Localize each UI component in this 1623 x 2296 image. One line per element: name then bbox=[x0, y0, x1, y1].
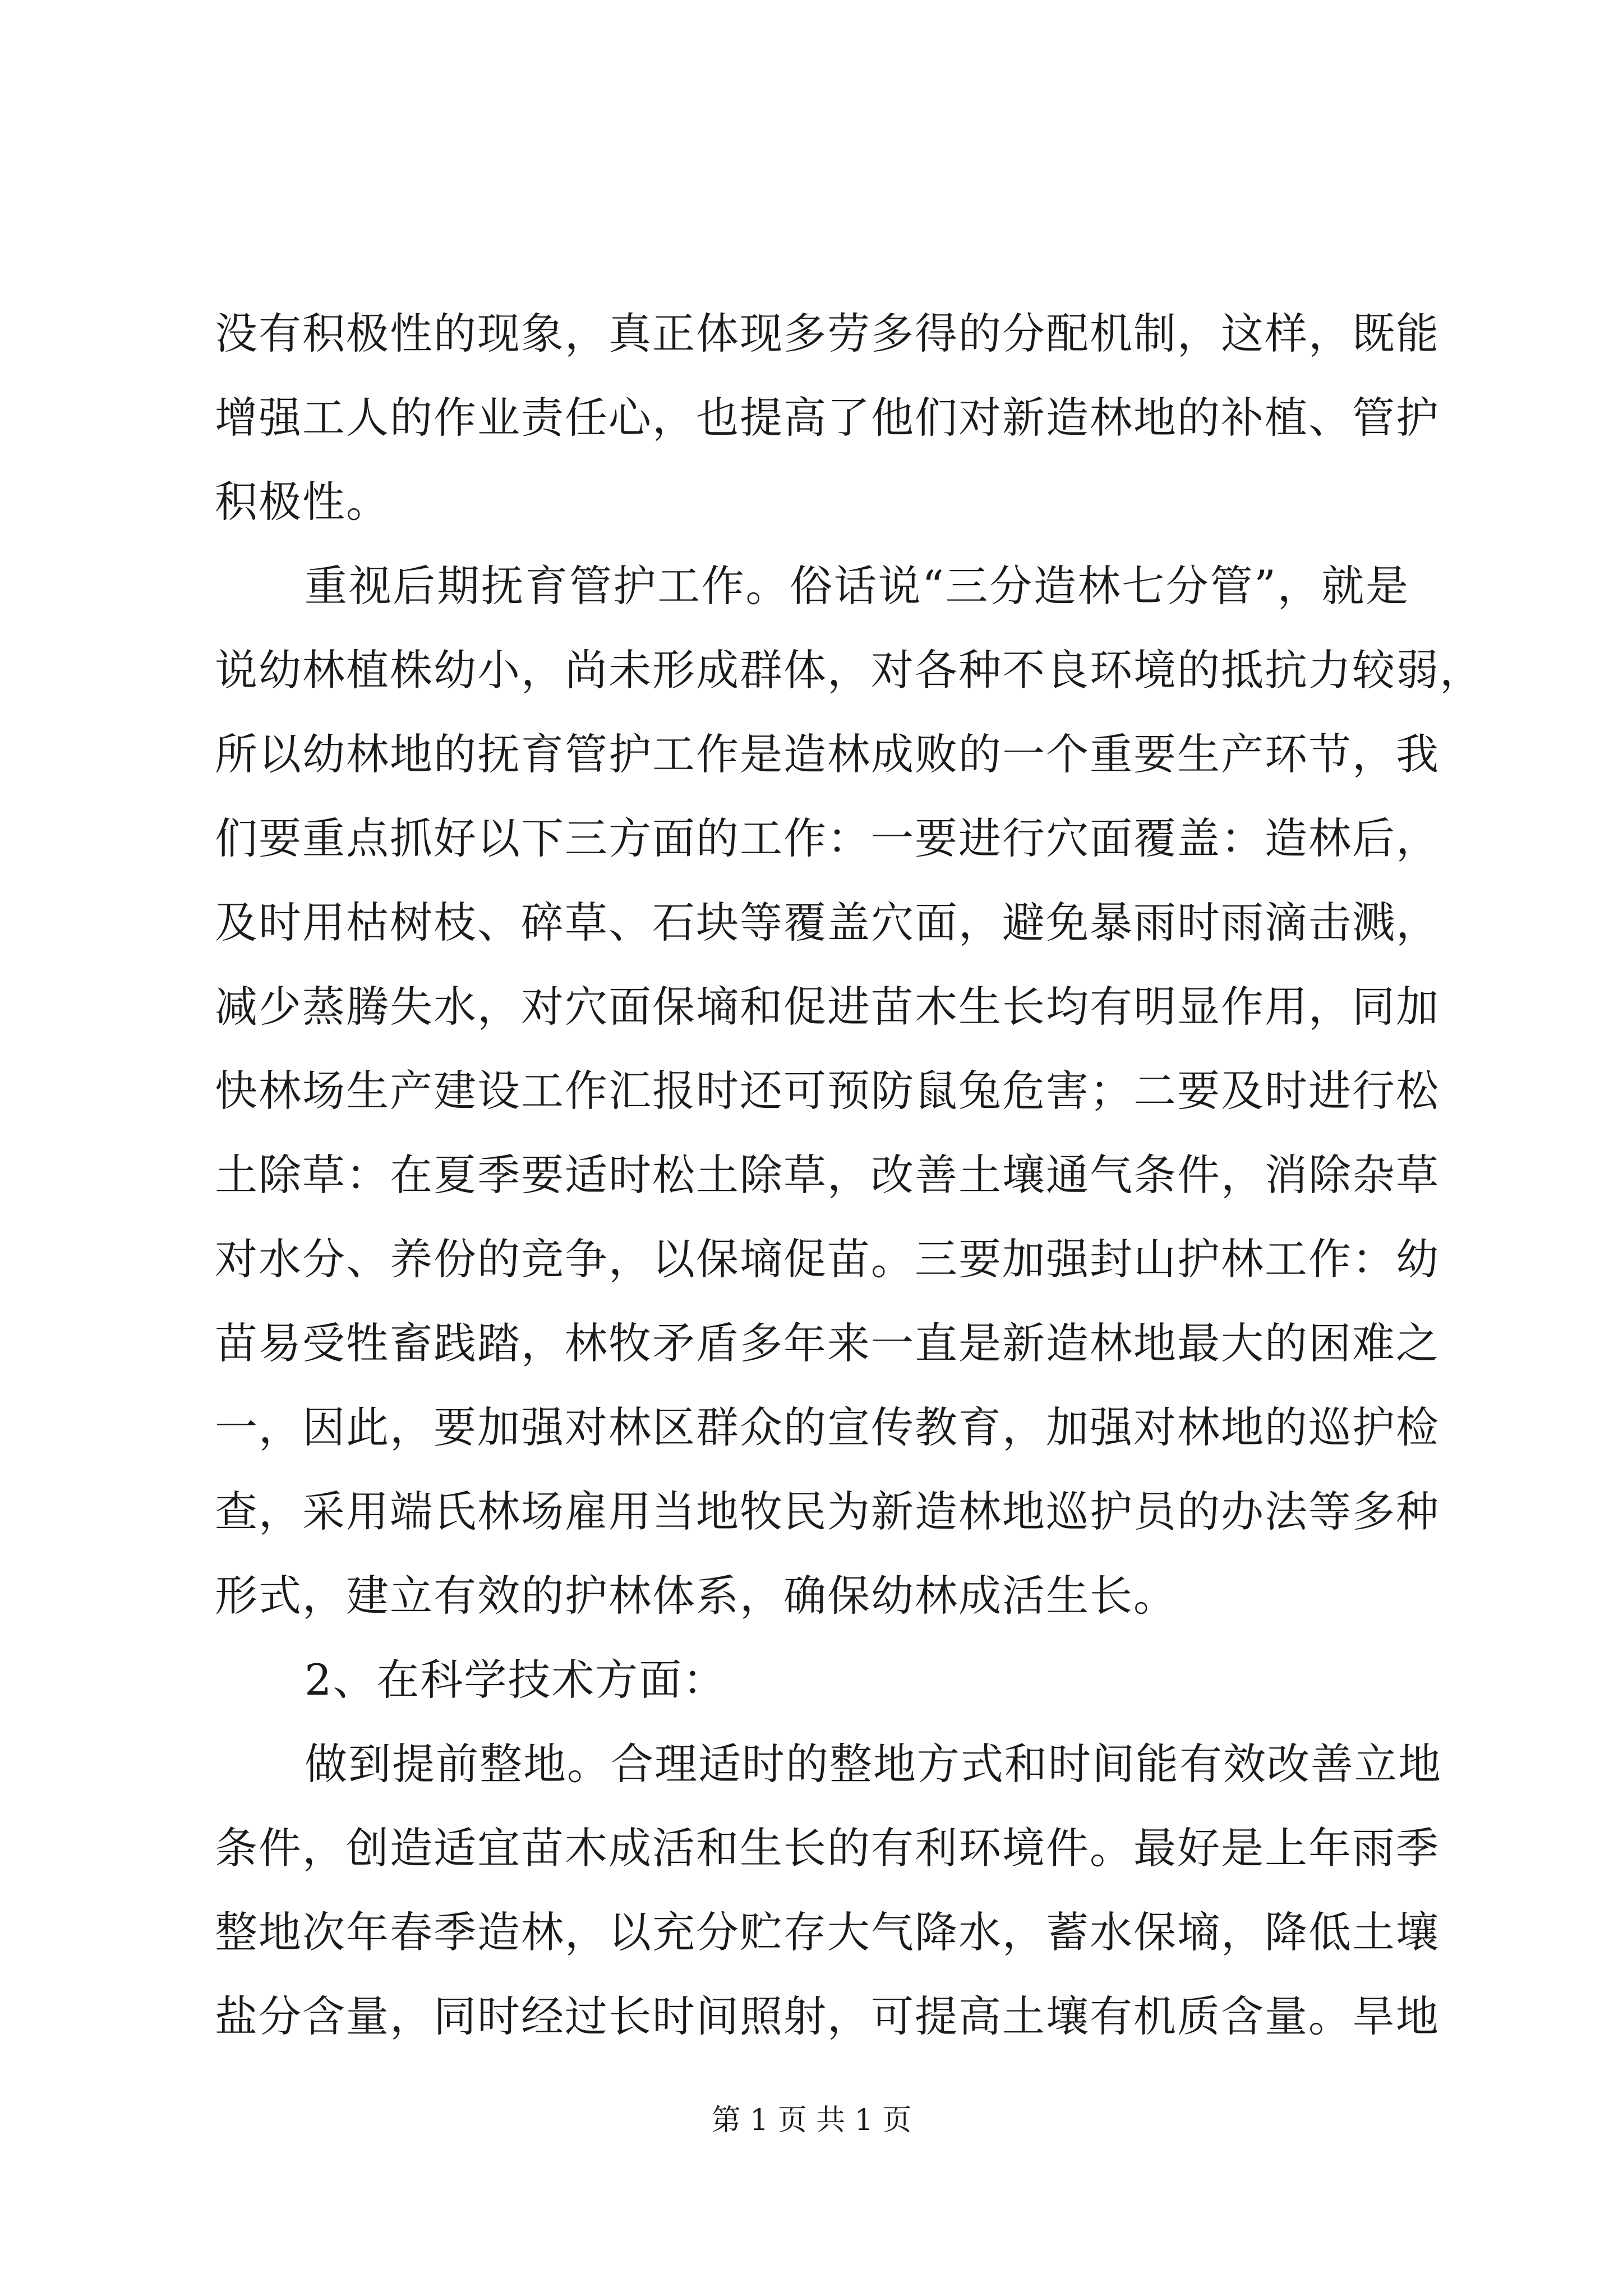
text-line: 做到提前整地。合理适时的整地方式和时间能有效改善立地 bbox=[305, 1739, 1442, 1789]
text-line: 盐分含量，同时经过长时间照射，可提高土壤有机质含量。旱地 bbox=[215, 1991, 1440, 2041]
page-footer bbox=[0, 2101, 1623, 2140]
text-line: 2、在科学技术方面： bbox=[305, 1655, 727, 1705]
text-line: 及时用枯树枝、碎草、石块等覆盖穴面，避免暴雨时雨滴击溅， bbox=[215, 898, 1440, 947]
text-line: 整地次年春季造林，以充分贮存大气降水，蓄水保墒，降低土壤 bbox=[215, 1907, 1440, 1957]
paragraph bbox=[215, 1638, 1409, 1722]
text-line: 土除草：在夏季要适时松土除草，改善土壤通气条件，消除杂草 bbox=[215, 1150, 1440, 1200]
text-line: 减少蒸腾失水，对穴面保墒和促进苗木生长均有明显作用，同加 bbox=[215, 982, 1440, 1032]
paragraph bbox=[215, 544, 1483, 1638]
text-line: 一，因此，要加强对林区群众的宣传教育，加强对林地的巡护检 bbox=[215, 1402, 1440, 1452]
text-line: 没有积极性的现象，真正体现多劳多得的分配机制，这样，既能 bbox=[215, 309, 1440, 358]
paragraph bbox=[215, 292, 1440, 544]
text-line: 所以幼林地的抚育管护工作是造林成败的一个重要生产环节，我 bbox=[215, 729, 1440, 779]
text-line: 们要重点抓好以下三方面的工作：一要进行穴面覆盖：造林后， bbox=[215, 813, 1440, 863]
text-line: 苗易受牲畜践踏，林牧矛盾多年来一直是新造林地最大的困难之 bbox=[215, 1318, 1440, 1368]
text-line: 说幼林植株幼小，尚未形成群体，对各种不良环境的抵抗力较弱， bbox=[215, 645, 1483, 695]
paragraph bbox=[215, 1722, 1442, 2059]
document-body bbox=[215, 292, 1483, 2059]
text-line: 形式，建立有效的护林体系，确保幼林成活生长。 bbox=[215, 1571, 1177, 1621]
text-line: 积极性。 bbox=[215, 477, 390, 527]
text-line: 查，采用端氏林场雇用当地牧民为新造林地巡护员的办法等多种 bbox=[215, 1487, 1440, 1536]
text-line: 重视后期抚育管护工作。俗话说“三分造林七分管”，就是 bbox=[305, 561, 1409, 611]
text-line: 对水分、养份的竞争，以保墒促苗。三要加强封山护林工作：幼 bbox=[215, 1234, 1440, 1284]
text-line: 增强工人的作业责任心，也提高了他们对新造林地的补植、管护 bbox=[215, 393, 1440, 443]
text-line: 条件，创造适宜苗木成活和生长的有利环境件。最好是上年雨季 bbox=[215, 1823, 1440, 1873]
page-number-label: 第 1 页 共 1 页 bbox=[711, 2104, 912, 2137]
text-line: 快林场生产建设工作汇报时还可预防鼠兔危害；二要及时进行松 bbox=[215, 1066, 1440, 1116]
